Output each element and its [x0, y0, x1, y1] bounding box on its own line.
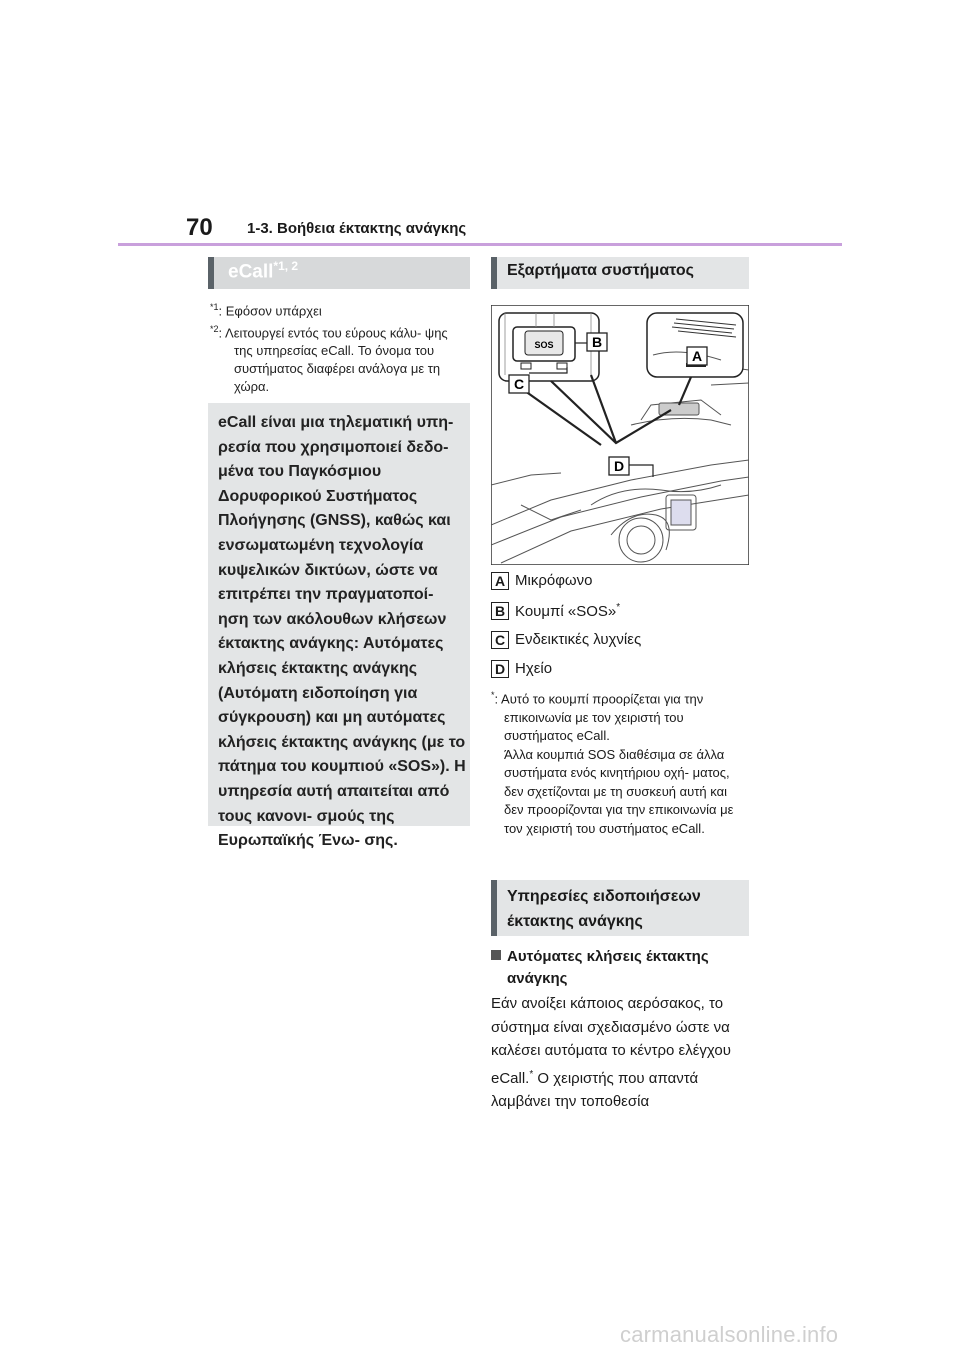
note-2 [210, 320, 468, 396]
auto-calls-heading [491, 946, 749, 990]
svg-text:D: D [613, 458, 625, 474]
ecall-heading-bar [208, 257, 470, 289]
system-parts-diagram [491, 305, 749, 565]
ecall-info-text: eCall είναι μια τηλεματική υπη- ρεσία που χρησιμοποιεί δεδο- μένα του Παγκόσμιου Δορυφορικού Συστήματος Πλοήγησης (GNSS), καθώς και ενσωματωμένη τεχνολογία κυψελικών δικτύων, ώστε να επιτρέπει την πραγματοποί- ηση των ακόλουθων κλήσεων έκτακτης ανάγκης: Αυτόματες κλήσεις έκτακτης ανάγκης (Αυτόματη ειδοποίηση για σύγκρουση) και μη αυτόματες κλήσεις έκτακτης ανάγκης (με το πάτημα του κουμπιού «SOS»). Η υπηρεσία αυτή απαιτείται από τους κανονι- σμούς της Ευρωπαϊκής Ένω- σης. [218, 414, 466, 850]
sos-label: SOS [534, 340, 554, 350]
microphone-inset [647, 313, 743, 377]
section-title: 1-3. Βοήθεια έκτακτης ανάγκης [247, 220, 467, 237]
footnote-mark: * [491, 690, 495, 700]
ecall-heading [228, 259, 298, 283]
auto-body-mark: * [529, 1068, 534, 1080]
sos-footnote [491, 686, 749, 838]
note2-mark: *2 [210, 324, 219, 334]
ecall-info-box [208, 403, 470, 850]
legend-label-a: A [491, 572, 509, 590]
watermark: carmanualsonline.info [620, 1322, 839, 1347]
legend-item-c [491, 631, 749, 653]
legend-text-c: Ενδεικτικές λυχνίες [515, 631, 642, 648]
legend-item-a [491, 572, 749, 594]
sos-button-inset [499, 313, 599, 381]
legend-b-mark: * [616, 602, 621, 613]
legend-text-a: Μικρόφωνο [515, 572, 593, 589]
header-divider [118, 243, 842, 246]
page-number: 70 [186, 214, 213, 241]
services-heading: Υπηρεσίες ειδοποιήσεων έκτακτης ανάγκης [507, 888, 701, 930]
legend-label-d: D [491, 660, 509, 678]
svg-text:A: A [691, 348, 703, 364]
note1-mark: *1 [210, 302, 219, 312]
note-1 [210, 298, 468, 320]
system-parts-heading: Εξαρτήματα συστήματος [507, 262, 694, 279]
ecall-sup: *1, 2 [273, 259, 299, 273]
auto-calls-heading-text: Αυτόματες κλήσεις έκτακτης ανάγκης [507, 948, 709, 987]
ecall-title: eCall [228, 261, 274, 283]
callout-a [687, 347, 707, 365]
footnote-text: : Αυτό το κουμπί προορίζεται για την επικοινωνία με τον χειριστή του συστήματος eCall. [494, 691, 704, 744]
system-parts-heading-bar [491, 257, 749, 289]
legend-text-b-main: Κουμπί «SOS» [515, 603, 617, 620]
note2-text: : Λειτουργεί εντός του εύρους κάλυ- ψης της υπηρεσίας eCall. Το όνομα του συστήματος διαφέρει ανάλογα με τη χώρα. [218, 325, 448, 395]
auto-body-part1: Εάν ανοίξει κάποιος αερόσακος, το σύστημα είναι σχεδιασμένο ώστε να καλέσει αυτόματα το κέντρο ελέγχου eCall. [491, 995, 731, 1087]
legend-item-b [491, 602, 749, 624]
legend-label-b: B [491, 602, 509, 620]
svg-text:B: B [591, 334, 603, 350]
legend-text-b [515, 602, 620, 620]
legend-label-c: C [491, 631, 509, 649]
footnote-text-2: Άλλα κουμπιά SOS διαθέσιμα σε άλλα συστήματα ενός κινητήριου οχή- ματος, δεν σχετίζονται με τη συσκευή αυτή και δεν προορίζονται για την επικοινωνία με τον χειριστή του συστήματος eCall. [504, 746, 734, 836]
auto-body-part2: Ο χειριστής που απαντά λαμβάνει την τοποθεσία [491, 1069, 699, 1110]
note1-text: : Εφόσον υπάρχει [218, 303, 322, 319]
legend-text-d: Ηχείο [515, 660, 553, 677]
legend-item-d [491, 660, 749, 682]
services-heading-bar [491, 880, 749, 936]
auto-calls-body [491, 992, 749, 1114]
square-bullet-icon [491, 950, 501, 960]
svg-text:C: C [513, 376, 525, 392]
